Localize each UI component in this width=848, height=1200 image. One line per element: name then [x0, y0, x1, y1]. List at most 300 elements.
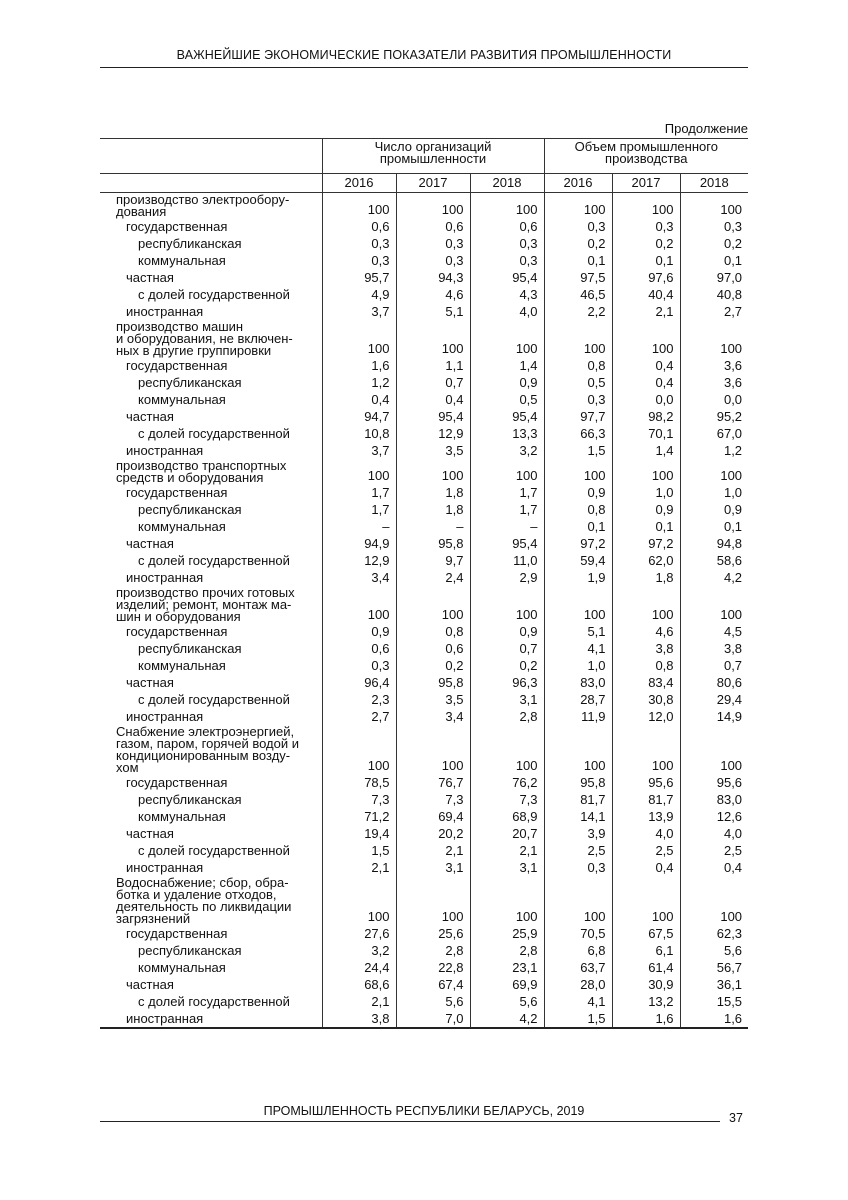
row-label: производство транспортных средств и оборудования: [116, 458, 287, 485]
cell-value: 13,2: [612, 993, 680, 1010]
table-row: [100, 484, 748, 501]
cell-value: 66,3: [544, 425, 612, 442]
year-header: 2016: [322, 174, 396, 193]
row-label: частная: [126, 536, 174, 551]
cell-value: 0,7: [680, 657, 748, 674]
cell-value: 100: [470, 193, 544, 219]
row-label: государственная: [126, 624, 228, 639]
cell-value: 4,3: [470, 286, 544, 303]
cell-value: 12,9: [396, 425, 470, 442]
cell-value: 4,0: [470, 303, 544, 320]
row-label: коммунальная: [138, 658, 226, 673]
cell-value: 67,0: [680, 425, 748, 442]
table-row: [100, 425, 748, 442]
cell-value: 0,6: [322, 640, 396, 657]
cell-value: 0,2: [612, 235, 680, 252]
table-row: [100, 708, 748, 725]
year-header: 2017: [612, 174, 680, 193]
cell-value: 11,0: [470, 552, 544, 569]
cell-value: 100: [612, 193, 680, 219]
cell-value: 0,0: [612, 391, 680, 408]
cell-value: 3,6: [680, 357, 748, 374]
row-label: республиканская: [138, 236, 242, 251]
row-label: государственная: [126, 358, 228, 373]
cell-value: 25,6: [396, 925, 470, 942]
table-section-row: [100, 586, 748, 623]
cell-value: 1,8: [396, 484, 470, 501]
cell-value: 2,5: [680, 842, 748, 859]
cell-value: 15,5: [680, 993, 748, 1010]
page-number: 37: [729, 1111, 743, 1125]
cell-value: 0,3: [544, 218, 612, 235]
cell-value: 3,2: [470, 442, 544, 459]
cell-value: 70,1: [612, 425, 680, 442]
cell-value: –: [396, 518, 470, 535]
cell-value: 0,2: [470, 657, 544, 674]
cell-value: 4,0: [612, 825, 680, 842]
cell-value: 19,4: [322, 825, 396, 842]
cell-value: 76,2: [470, 774, 544, 791]
table-row: [100, 993, 748, 1010]
cell-value: 1,0: [680, 484, 748, 501]
cell-value: 95,4: [470, 408, 544, 425]
row-label: коммунальная: [138, 519, 226, 534]
table-row: [100, 535, 748, 552]
row-label: коммунальная: [138, 253, 226, 268]
cell-value: 100: [544, 459, 612, 484]
cell-value: 1,7: [322, 501, 396, 518]
cell-value: 2,4: [396, 569, 470, 586]
row-label: республиканская: [138, 641, 242, 656]
cell-value: 0,3: [680, 218, 748, 235]
row-label: государственная: [126, 926, 228, 941]
cell-value: 95,6: [612, 774, 680, 791]
cell-value: 0,8: [544, 501, 612, 518]
cell-value: 3,8: [680, 640, 748, 657]
table-row: [100, 286, 748, 303]
cell-value: 96,3: [470, 674, 544, 691]
row-label: государственная: [126, 775, 228, 790]
cell-value: 81,7: [544, 791, 612, 808]
row-label: с долей государственной: [138, 426, 290, 441]
cell-value: 12,6: [680, 808, 748, 825]
cell-value: 0,3: [544, 391, 612, 408]
cell-value: 4,1: [544, 993, 612, 1010]
cell-value: 100: [544, 193, 612, 219]
cell-value: 0,1: [680, 518, 748, 535]
cell-value: 62,0: [612, 552, 680, 569]
cell-value: 2,7: [680, 303, 748, 320]
cell-value: 0,2: [680, 235, 748, 252]
cell-value: 24,4: [322, 959, 396, 976]
cell-value: 100: [396, 725, 470, 774]
cell-value: 100: [612, 459, 680, 484]
cell-value: 80,6: [680, 674, 748, 691]
cell-value: 70,5: [544, 925, 612, 942]
row-label: частная: [126, 977, 174, 992]
cell-value: 76,7: [396, 774, 470, 791]
table-row: [100, 235, 748, 252]
row-label: частная: [126, 826, 174, 841]
cell-value: 100: [396, 586, 470, 623]
table-row: [100, 252, 748, 269]
cell-value: 2,2: [544, 303, 612, 320]
table-row: [100, 374, 748, 391]
cell-value: –: [322, 518, 396, 535]
row-label: коммунальная: [138, 392, 226, 407]
cell-value: 30,9: [612, 976, 680, 993]
table-section-row: [100, 725, 748, 774]
cell-value: 5,6: [680, 942, 748, 959]
row-label: частная: [126, 675, 174, 690]
cell-value: 0,3: [322, 657, 396, 674]
cell-value: 40,4: [612, 286, 680, 303]
cell-value: 2,8: [396, 942, 470, 959]
cell-value: 20,7: [470, 825, 544, 842]
cell-value: 30,8: [612, 691, 680, 708]
cell-value: 3,5: [396, 442, 470, 459]
row-label: государственная: [126, 219, 228, 234]
cell-value: 0,3: [322, 252, 396, 269]
cell-value: 1,8: [612, 569, 680, 586]
table-row: [100, 442, 748, 459]
cell-value: 95,4: [470, 535, 544, 552]
year-header: 2016: [544, 174, 612, 193]
row-label: Снабжение электроэнергией, газом, паром, горячей водой и кондиционированным возду- хом: [116, 724, 299, 775]
cell-value: 4,2: [680, 569, 748, 586]
cell-value: 13,3: [470, 425, 544, 442]
cell-value: 3,5: [396, 691, 470, 708]
row-label: коммунальная: [138, 960, 226, 975]
table-section-row: [100, 193, 748, 219]
row-label: частная: [126, 270, 174, 285]
table-row: [100, 657, 748, 674]
cell-value: 0,4: [612, 374, 680, 391]
cell-value: 1,7: [470, 501, 544, 518]
table-section-row: [100, 459, 748, 484]
cell-value: 95,8: [396, 674, 470, 691]
cell-value: 96,4: [322, 674, 396, 691]
cell-value: 94,9: [322, 535, 396, 552]
cell-value: 1,0: [544, 657, 612, 674]
cell-value: 28,7: [544, 691, 612, 708]
cell-value: 0,4: [612, 859, 680, 876]
cell-value: 0,1: [680, 252, 748, 269]
cell-value: 100: [544, 320, 612, 357]
cell-value: 100: [322, 320, 396, 357]
cell-value: 2,1: [612, 303, 680, 320]
table-row: [100, 674, 748, 691]
cell-value: 4,6: [612, 623, 680, 640]
cell-value: 0,9: [612, 501, 680, 518]
cell-value: 97,6: [612, 269, 680, 286]
row-label: производство прочих готовых изделий; ремонт, монтаж ма- шин и оборудования: [116, 585, 295, 624]
cell-value: 78,5: [322, 774, 396, 791]
cell-value: 0,3: [544, 859, 612, 876]
cell-value: 100: [612, 320, 680, 357]
cell-value: 2,5: [612, 842, 680, 859]
running-header: ВАЖНЕЙШИЕ ЭКОНОМИЧЕСКИЕ ПОКАЗАТЕЛИ РАЗВИТИЯ ПРОМЫШЛЕННОСТИ: [176, 48, 672, 62]
cell-value: 3,2: [322, 942, 396, 959]
row-label: государственная: [126, 485, 228, 500]
cell-value: 0,5: [470, 391, 544, 408]
cell-value: 0,2: [396, 657, 470, 674]
cell-value: 94,7: [322, 408, 396, 425]
cell-value: 2,1: [396, 842, 470, 859]
cell-value: 0,6: [470, 218, 544, 235]
cell-value: 2,1: [470, 842, 544, 859]
row-label: республиканская: [138, 943, 242, 958]
cell-value: 0,3: [396, 235, 470, 252]
cell-value: 95,8: [544, 774, 612, 791]
cell-value: 95,7: [322, 269, 396, 286]
cell-value: 0,6: [322, 218, 396, 235]
table-row: [100, 976, 748, 993]
cell-value: 4,5: [680, 623, 748, 640]
header-rule: [100, 67, 748, 68]
cell-value: 7,3: [396, 791, 470, 808]
cell-value: 4,6: [396, 286, 470, 303]
cell-value: 3,7: [322, 303, 396, 320]
cell-value: 95,8: [396, 535, 470, 552]
table-row: [100, 552, 748, 569]
cell-value: 3,1: [470, 691, 544, 708]
cell-value: 97,0: [680, 269, 748, 286]
cell-value: 1,6: [612, 1010, 680, 1028]
row-label: коммунальная: [138, 809, 226, 824]
table-row: [100, 825, 748, 842]
cell-value: 3,7: [322, 442, 396, 459]
cell-value: 68,9: [470, 808, 544, 825]
cell-value: 2,1: [322, 859, 396, 876]
cell-value: 1,6: [680, 1010, 748, 1028]
cell-value: 1,5: [322, 842, 396, 859]
cell-value: 0,8: [544, 357, 612, 374]
cell-value: 100: [322, 876, 396, 925]
cell-value: 61,4: [612, 959, 680, 976]
cell-value: 5,6: [396, 993, 470, 1010]
table-row: [100, 501, 748, 518]
row-label: иностранная: [126, 570, 204, 585]
table-row: [100, 1010, 748, 1028]
cell-value: 100: [322, 586, 396, 623]
table-row: [100, 269, 748, 286]
cell-value: 68,6: [322, 976, 396, 993]
cell-value: 0,3: [322, 235, 396, 252]
year-header: 2018: [680, 174, 748, 193]
cell-value: 4,1: [544, 640, 612, 657]
cell-value: 0,4: [612, 357, 680, 374]
cell-value: 95,2: [680, 408, 748, 425]
cell-value: 1,1: [396, 357, 470, 374]
cell-value: 97,7: [544, 408, 612, 425]
cell-value: 4,0: [680, 825, 748, 842]
cell-value: 0,6: [396, 640, 470, 657]
cell-value: 3,9: [544, 825, 612, 842]
cell-value: 0,2: [544, 235, 612, 252]
cell-value: 7,0: [396, 1010, 470, 1028]
cell-value: 0,4: [680, 859, 748, 876]
cell-value: 5,6: [470, 993, 544, 1010]
table-section-row: [100, 320, 748, 357]
cell-value: 2,9: [470, 569, 544, 586]
cell-value: 100: [680, 193, 748, 219]
cell-value: 2,5: [544, 842, 612, 859]
cell-value: 12,0: [612, 708, 680, 725]
cell-value: 100: [544, 586, 612, 623]
cell-value: 14,9: [680, 708, 748, 725]
cell-value: 0,0: [680, 391, 748, 408]
cell-value: 0,5: [544, 374, 612, 391]
cell-value: 22,8: [396, 959, 470, 976]
cell-value: 0,4: [322, 391, 396, 408]
table-row: [100, 691, 748, 708]
cell-value: 0,9: [322, 623, 396, 640]
cell-value: 1,7: [322, 484, 396, 501]
cell-value: 97,2: [544, 535, 612, 552]
cell-value: 13,9: [612, 808, 680, 825]
cell-value: 100: [544, 876, 612, 925]
row-label: с долей государственной: [138, 994, 290, 1009]
cell-value: 83,0: [544, 674, 612, 691]
cell-value: 46,5: [544, 286, 612, 303]
cell-value: 7,3: [322, 791, 396, 808]
cell-value: 0,9: [544, 484, 612, 501]
cell-value: 7,3: [470, 791, 544, 808]
cell-value: 2,1: [322, 993, 396, 1010]
cell-value: 100: [680, 320, 748, 357]
cell-value: 100: [680, 725, 748, 774]
continuation-label: Продолжение: [664, 121, 748, 136]
cell-value: 67,4: [396, 976, 470, 993]
cell-value: 3,6: [680, 374, 748, 391]
cell-value: 23,1: [470, 959, 544, 976]
cell-value: 6,1: [612, 942, 680, 959]
cell-value: 94,8: [680, 535, 748, 552]
cell-value: 0,3: [396, 252, 470, 269]
cell-value: 56,7: [680, 959, 748, 976]
cell-value: 62,3: [680, 925, 748, 942]
footer-rule: [100, 1121, 720, 1122]
table-row: [100, 569, 748, 586]
cell-value: 100: [396, 876, 470, 925]
cell-value: 100: [612, 586, 680, 623]
row-label: с долей государственной: [138, 843, 290, 858]
cell-value: 59,4: [544, 552, 612, 569]
statistics-table: [100, 138, 748, 1029]
cell-value: 11,9: [544, 708, 612, 725]
cell-value: 4,9: [322, 286, 396, 303]
row-label: с долей государственной: [138, 287, 290, 302]
cell-value: 97,5: [544, 269, 612, 286]
group-header-production-volume: Объем промышленного производства: [544, 139, 748, 174]
cell-value: 100: [396, 320, 470, 357]
cell-value: 0,4: [396, 391, 470, 408]
row-label: иностранная: [100, 1010, 322, 1028]
cell-value: 1,8: [396, 501, 470, 518]
cell-value: 0,8: [396, 623, 470, 640]
cell-value: 1,0: [612, 484, 680, 501]
cell-value: 3,4: [322, 569, 396, 586]
row-label: производство машин и оборудования, не включен- ных в другие группировки: [116, 319, 293, 358]
cell-value: 100: [470, 459, 544, 484]
cell-value: 2,3: [322, 691, 396, 708]
table-body: [100, 193, 748, 1029]
cell-value: 36,1: [680, 976, 748, 993]
cell-value: 2,8: [470, 708, 544, 725]
cell-value: 0,3: [470, 252, 544, 269]
cell-value: 14,1: [544, 808, 612, 825]
year-header: 2018: [470, 174, 544, 193]
table-row: [100, 808, 748, 825]
table-section-row: [100, 876, 748, 925]
cell-value: 1,6: [322, 357, 396, 374]
cell-value: 0,1: [544, 252, 612, 269]
cell-value: 5,1: [544, 623, 612, 640]
cell-value: 0,3: [470, 235, 544, 252]
row-label: Водоснабжение; сбор, обра- ботка и удаление отходов, деятельность по ликвидации загрязнений: [116, 875, 292, 926]
table-row: [100, 959, 748, 976]
table-row: [100, 357, 748, 374]
table-row: [100, 623, 748, 640]
cell-value: 6,8: [544, 942, 612, 959]
cell-value: 0,1: [544, 518, 612, 535]
cell-value: 58,6: [680, 552, 748, 569]
cell-value: 3,1: [396, 859, 470, 876]
cell-value: 3,1: [470, 859, 544, 876]
table-row: [100, 408, 748, 425]
table-row: [100, 942, 748, 959]
cell-value: 2,7: [322, 708, 396, 725]
cell-value: 100: [396, 459, 470, 484]
cell-value: 100: [322, 459, 396, 484]
row-label: иностранная: [126, 443, 204, 458]
stub-header: [100, 139, 322, 174]
table-row: [100, 303, 748, 320]
cell-value: 100: [322, 193, 396, 219]
cell-value: 81,7: [612, 791, 680, 808]
row-label: иностранная: [126, 709, 204, 724]
table-row: [100, 218, 748, 235]
stub-year-header: [100, 174, 322, 193]
cell-value: 95,4: [396, 408, 470, 425]
cell-value: 1,5: [544, 442, 612, 459]
cell-value: 3,4: [396, 708, 470, 725]
cell-value: 100: [470, 586, 544, 623]
cell-value: 100: [680, 459, 748, 484]
cell-value: 0,1: [612, 252, 680, 269]
year-header: 2017: [396, 174, 470, 193]
cell-value: 1,4: [612, 442, 680, 459]
cell-value: 94,3: [396, 269, 470, 286]
table-row: [100, 774, 748, 791]
cell-value: 100: [470, 725, 544, 774]
cell-value: 28,0: [544, 976, 612, 993]
cell-value: 98,2: [612, 408, 680, 425]
cell-value: 100: [612, 876, 680, 925]
row-label: республиканская: [138, 792, 242, 807]
table-row: [100, 391, 748, 408]
cell-value: 100: [470, 876, 544, 925]
cell-value: 100: [396, 193, 470, 219]
cell-value: 63,7: [544, 959, 612, 976]
cell-value: 27,6: [322, 925, 396, 942]
table-row: [100, 842, 748, 859]
cell-value: 12,9: [322, 552, 396, 569]
row-label: иностранная: [126, 860, 204, 875]
cell-value: 2,8: [470, 942, 544, 959]
cell-value: 95,6: [680, 774, 748, 791]
